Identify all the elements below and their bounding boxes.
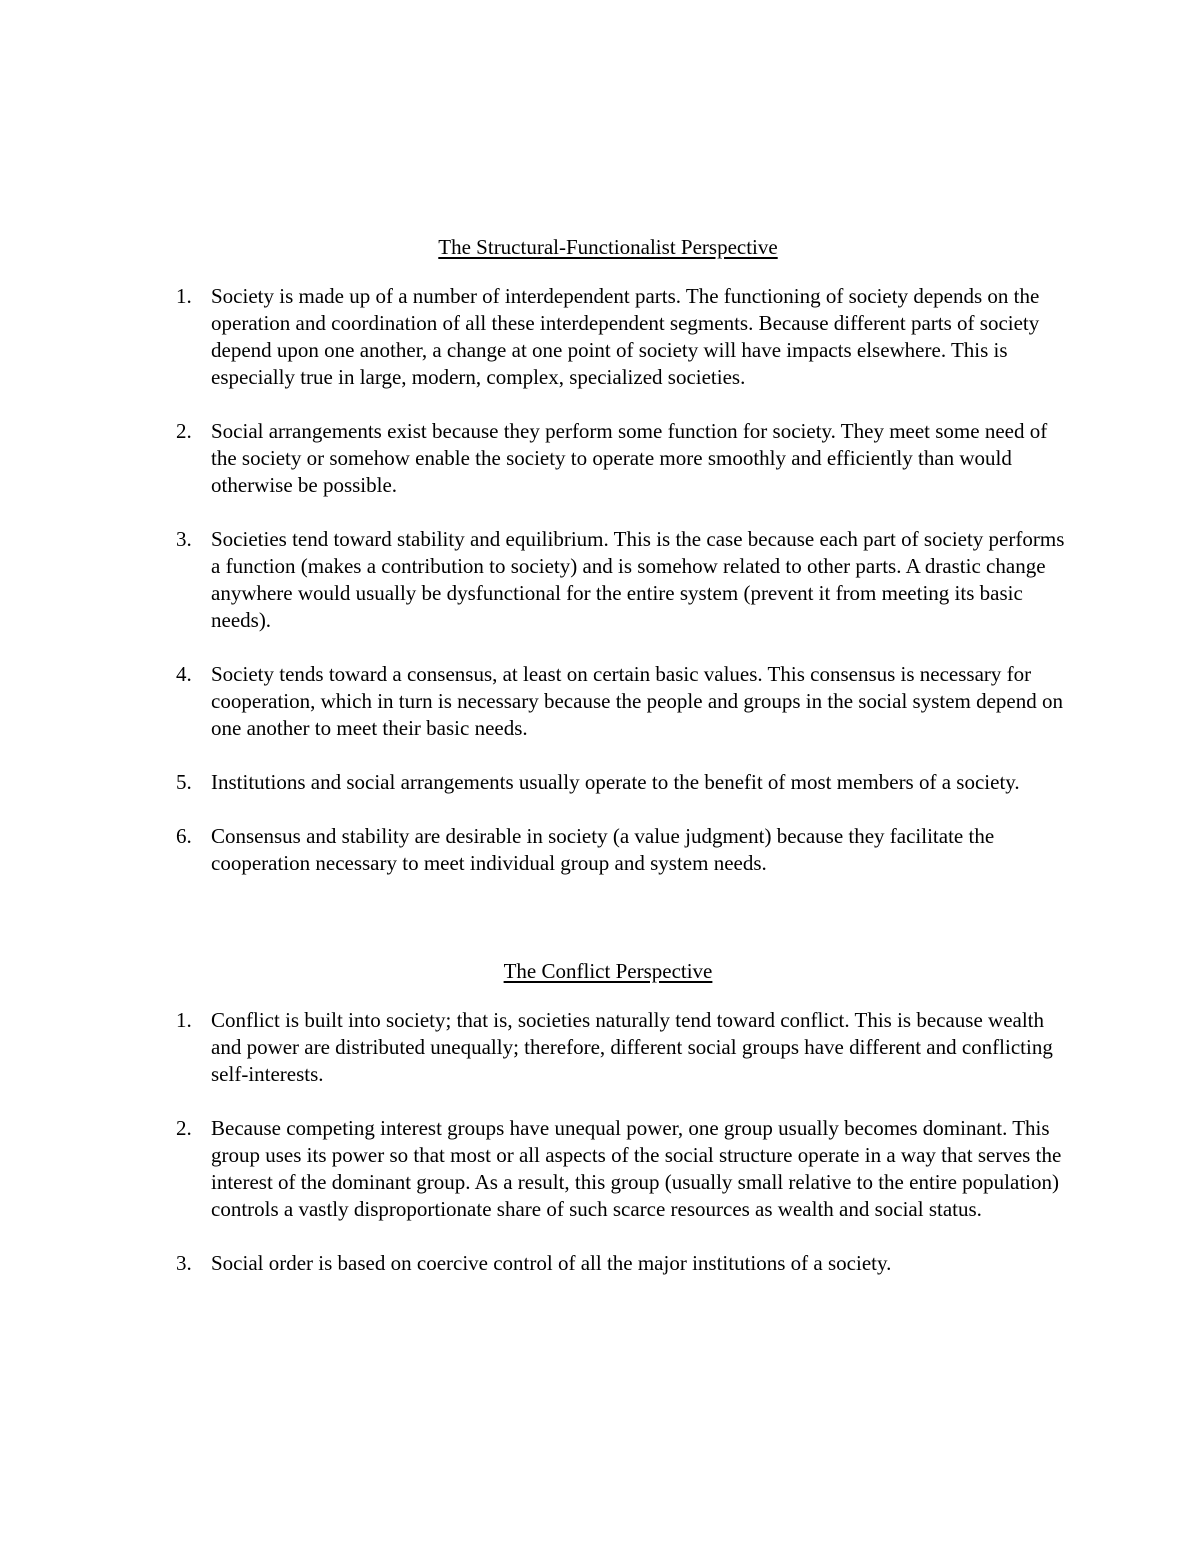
list-item [172, 418, 1072, 499]
item-text: Societies tend toward stability and equilibrium. This is the case because each part of society performs a function (makes a contribution to society) and is somehow related to other parts. A drastic change anywhere would usually be dysfunctional for the entire system (prevent it from meeting its basic needs). [211, 527, 1065, 632]
item-text: Consensus and stability are desirable in society (a value judgment) because they facilitate the cooperation necessary to meet individual group and system needs. [211, 824, 995, 875]
item-text: Society tends toward a consensus, at least on certain basic values. This consensus is necessary for cooperation, which in turn is necessary because the people and groups in the social system depend on one another to meet their basic needs. [211, 662, 1064, 740]
list-item [172, 283, 1072, 391]
item-number: 5. [176, 770, 192, 794]
list-item [172, 1250, 1072, 1277]
item-number: 1. [176, 284, 192, 308]
item-number: 2. [176, 419, 192, 443]
section-heading: The Structural-Functionalist Perspective [438, 235, 778, 259]
item-text: Social order is based on coercive control of all the major institutions of a society. [211, 1251, 892, 1275]
item-text: Institutions and social arrangements usually operate to the benefit of most members of a society. [211, 770, 1020, 794]
list-item [172, 823, 1072, 877]
structural-functionalist-section [172, 234, 1072, 904]
list-item [172, 1115, 1072, 1223]
item-number: 3. [176, 1251, 192, 1275]
list-item [172, 1007, 1072, 1088]
item-text: Conflict is built into society; that is, societies naturally tend toward conflict. This is because wealth and power are distributed unequally; therefore, different social groups have different and conflicting self-interests. [211, 1008, 1053, 1086]
item-text: Social arrangements exist because they perform some function for society. They meet some need of the society or somehow enable the society to operate more smoothly and efficiently than would otherwise be possible. [211, 419, 1048, 497]
item-text: Because competing interest groups have unequal power, one group usually becomes dominant. This group uses its power so that most or all aspects of the social structure operate in a way that serves the interest of the dominant group. As a result, this group (usually small relative to the entire population) controls a vastly disproportionate share of such scarce resources as wealth and social status. [211, 1116, 1062, 1221]
conflict-section [172, 958, 1072, 1304]
list-item [172, 661, 1072, 742]
item-number: 6. [176, 824, 192, 848]
section-heading: The Conflict Perspective [503, 959, 713, 983]
list-item [172, 526, 1072, 634]
numbered-list [172, 283, 1072, 877]
item-number: 4. [176, 662, 192, 686]
item-number: 3. [176, 527, 192, 551]
item-number: 1. [176, 1008, 192, 1032]
numbered-list [172, 1007, 1072, 1277]
item-text: Society is made up of a number of interdependent parts. The functioning of society depends on the operation and coordination of all these interdependent segments. Because different parts of society depend upon one another, a change at one point of society will have impacts elsewhere. This is especially true in large, modern, complex, specialized societies. [211, 284, 1040, 389]
item-number: 2. [176, 1116, 192, 1140]
list-item [172, 769, 1072, 796]
